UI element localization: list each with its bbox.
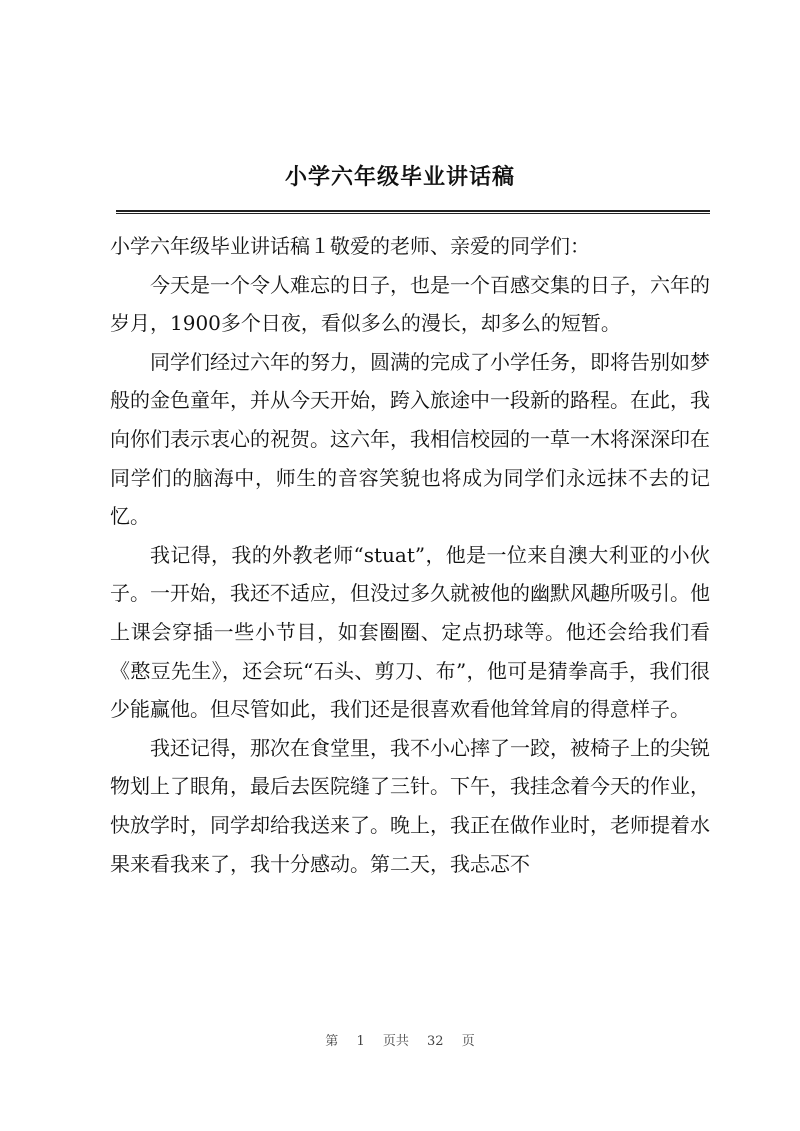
- paragraph-greeting: 小学六年级毕业讲话稿１敬爱的老师、亲爱的同学们：: [110, 234, 590, 258]
- paragraph: 今天是一个令人难忘的日子，也是一个百感交集的日子，六年的岁月，1900多个日夜，看似多么的漫长，却多么的短暂。: [110, 272, 710, 336]
- footer-middle: 页共: [382, 1034, 409, 1049]
- paragraph: 同学们经过六年的努力，圆满的完成了小学任务，即将告别如梦般的金色童年，并从今天开始，跨入旅途中一段新的路程。在此，我向你们表示衷心的祝贺。这六年，我相信校园的一草一木将深深印在同学们的脑海中，师生的音容笑貌也将成为同学们永远抹不去的记忆。: [110, 349, 710, 529]
- title-divider: [116, 210, 710, 214]
- footer-page-number: 1: [356, 1034, 365, 1049]
- page-title: 小学六年级毕业讲话稿: [284, 165, 515, 190]
- footer-suffix: 页: [461, 1034, 475, 1049]
- page-footer: [0, 1030, 800, 1049]
- paragraph: 我还记得，那次在食堂里，我不小心摔了一跤，被椅子上的尖锐物划上了眼角，最后去医院缝了三针。下午，我挂念着今天的作业，快放学时，同学却给我送来了。晚上，我正在做作业时，老师提着水果来看我来了，我十分感动。第二天，我忐忑不: [110, 735, 710, 876]
- footer-prefix: 第: [325, 1034, 339, 1049]
- footer-total-pages: 32: [427, 1034, 444, 1049]
- paragraph: 我记得，我的外教老师“stuat”，他是一位来自澳大利亚的小伙子。一开始，我还不适应，但没过多久就被他的幽默风趣所吸引。他上课会穿插一些小节目，如套圈圈、定点扔球等。他还会给我们看《憨豆先生》，还会玩“石头、剪刀、布”，他可是猜拳高手，我们很少能赢他。但尽管如此，我们还是很喜欢看他耸耸肩的得意样子。: [110, 542, 710, 722]
- document-body: [110, 227, 710, 883]
